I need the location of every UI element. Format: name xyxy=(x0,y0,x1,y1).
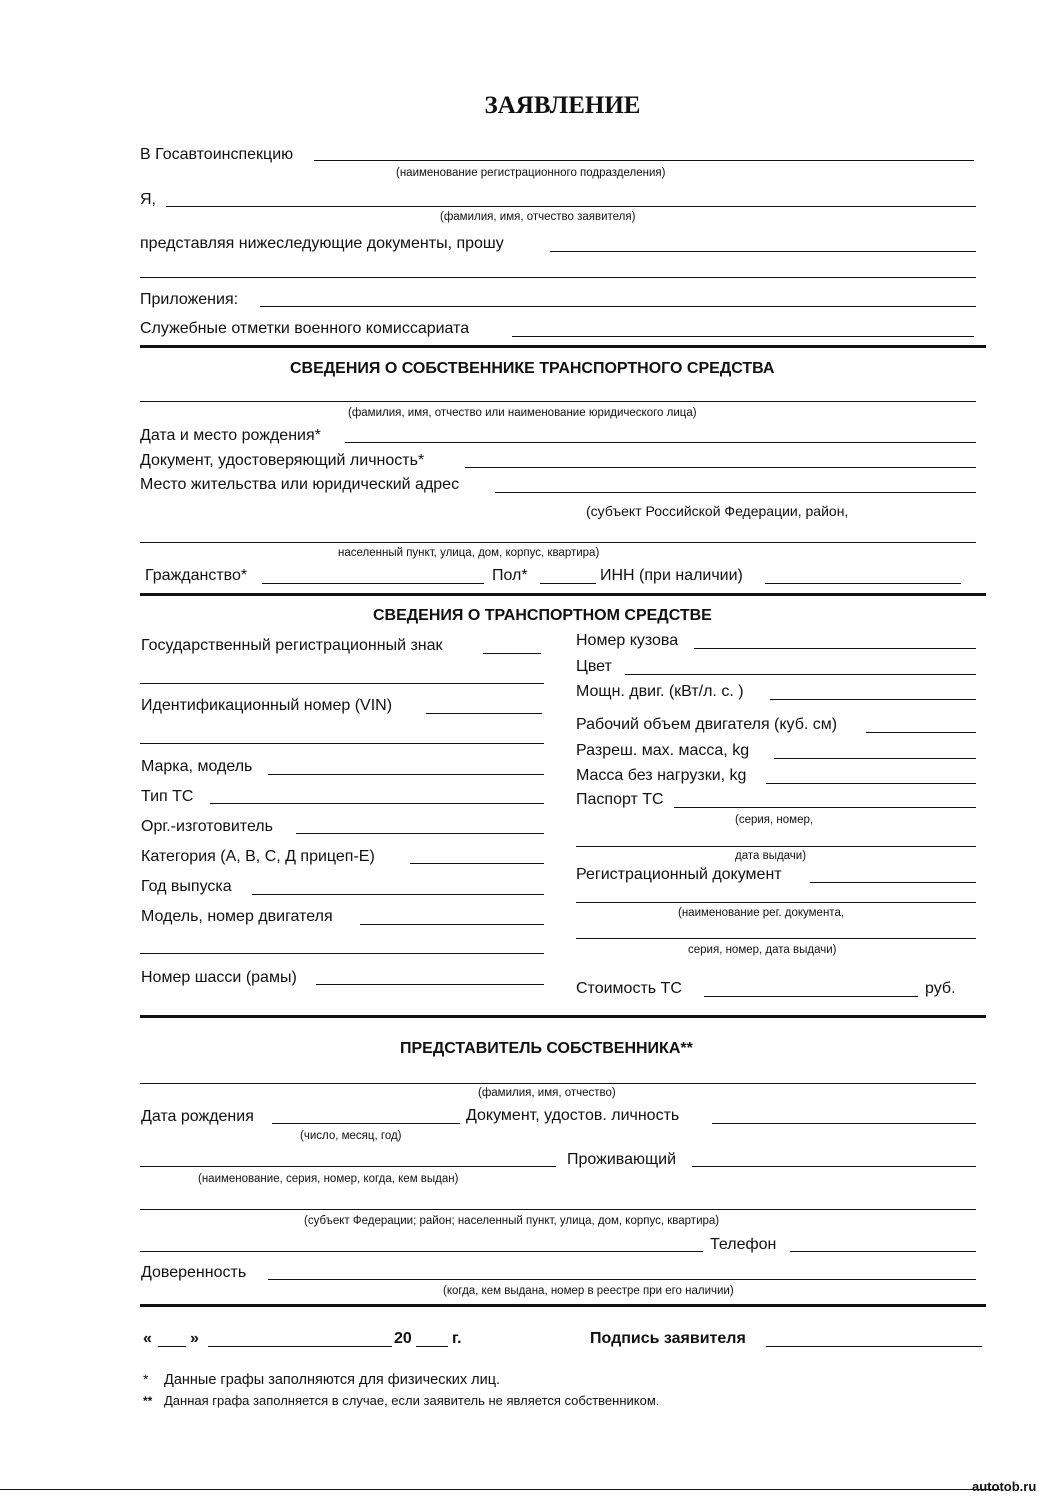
phone-field[interactable] xyxy=(790,1251,976,1252)
day-field[interactable] xyxy=(158,1346,186,1347)
vin-field-2[interactable] xyxy=(140,743,544,744)
i-hint: (фамилия, имя, отчество заявителя) xyxy=(440,211,636,223)
request-label: представляя нижеследующие документы, прошу xyxy=(140,235,504,252)
color-field[interactable] xyxy=(625,674,976,675)
applicant-name-field[interactable] xyxy=(166,206,976,207)
i-label: Я, xyxy=(140,191,156,208)
body-field[interactable] xyxy=(694,648,976,649)
year-field[interactable] xyxy=(416,1346,448,1347)
sex-field[interactable] xyxy=(540,583,596,584)
owner-address-label: Место жительства или юридический адрес xyxy=(140,476,460,493)
vin-label: Идентификационный номер (VIN) xyxy=(141,697,393,714)
inn-label: ИНН (при наличии) xyxy=(600,567,743,584)
rep-id-field[interactable] xyxy=(712,1123,976,1124)
proxy-hint: (когда, кем выдана, номер в реестре при его наличии) xyxy=(443,1285,734,1297)
volume-field[interactable] xyxy=(866,732,976,733)
rep-name-hint: (фамилия, имя, отчество) xyxy=(478,1087,616,1099)
chassis-label: Номер шасси (рамы) xyxy=(141,969,297,986)
unladen-mass-field[interactable] xyxy=(766,783,976,784)
request-field[interactable] xyxy=(550,251,976,252)
passport-hint-1: (серия, номер, xyxy=(735,814,814,826)
reg-sign-label: Государственный регистрационный знак xyxy=(141,637,443,654)
reg-doc-field-2[interactable] xyxy=(576,902,976,903)
passport-field-2[interactable] xyxy=(576,846,976,847)
make-field[interactable] xyxy=(268,774,544,775)
type-label: Тип ТС xyxy=(141,788,194,805)
engine-field[interactable] xyxy=(360,924,544,925)
attachments-field[interactable] xyxy=(260,306,976,307)
owner-id-label: Документ, удостоверяющий личность* xyxy=(140,452,425,469)
engine-field-2[interactable] xyxy=(140,953,544,954)
phone-label: Телефон xyxy=(710,1236,777,1253)
rep-birth-label: Дата рождения xyxy=(141,1108,254,1125)
to-label: В Госавтоинспекцию xyxy=(140,146,294,163)
date-open-quote: « xyxy=(143,1330,152,1347)
footnote-2: Данная графа заполняется в случае, если заявитель не является собственником. xyxy=(164,1393,660,1408)
military-field[interactable] xyxy=(512,336,974,337)
type-field[interactable] xyxy=(210,803,544,804)
signature-field[interactable] xyxy=(766,1346,982,1347)
proxy-label: Доверенность xyxy=(141,1264,247,1281)
owner-birth-field[interactable] xyxy=(345,442,976,443)
owner-birth-label: Дата и место рождения* xyxy=(140,427,321,444)
owner-id-field[interactable] xyxy=(465,467,976,468)
reg-doc-hint-2: серия, номер, дата выдачи) xyxy=(688,944,837,956)
reg-doc-label: Регистрационный документ xyxy=(576,866,782,883)
representative-heading: ПРЕДСТАВИТЕЛЬ СОБСТВЕННИКА** xyxy=(400,1040,693,1057)
reg-sign-field-2[interactable] xyxy=(140,683,544,684)
cost-label: Стоимость ТС xyxy=(576,980,682,997)
rep-birth-field[interactable] xyxy=(272,1123,460,1124)
manufacturer-field[interactable] xyxy=(296,833,544,834)
section-divider xyxy=(140,1304,986,1307)
engine-label: Модель, номер двигателя xyxy=(141,908,333,925)
residing-label: Проживающий xyxy=(567,1151,677,1168)
passport-field[interactable] xyxy=(674,807,976,808)
form-title: ЗАЯВЛЕНИЕ xyxy=(484,92,641,119)
owner-address-hint-1: (субъект Российской Федерации, район, xyxy=(586,503,849,519)
reg-doc-field-3[interactable] xyxy=(576,938,976,939)
section-divider xyxy=(140,1015,986,1018)
year-prefix: 20 xyxy=(394,1330,412,1347)
year-field[interactable] xyxy=(252,894,544,895)
category-field[interactable] xyxy=(410,863,544,864)
volume-label: Рабочий объем двигателя (куб. см) xyxy=(576,716,838,733)
bottom-edge-line xyxy=(0,1489,1000,1490)
request-field-2[interactable] xyxy=(140,277,976,278)
power-field[interactable] xyxy=(770,699,976,700)
max-mass-label: Разреш. мах. масса, kg xyxy=(576,742,750,759)
month-field[interactable] xyxy=(208,1346,392,1347)
make-label: Марка, модель xyxy=(141,758,253,775)
reg-sign-field[interactable] xyxy=(483,653,541,654)
manufacturer-label: Орг.-изготовитель xyxy=(141,818,273,835)
owner-address-field-2[interactable] xyxy=(140,542,976,543)
attachments-label: Приложения: xyxy=(140,291,239,308)
rep-id-hint: (наименование, серия, номер, когда, кем выдан) xyxy=(198,1173,459,1185)
cost-field[interactable] xyxy=(704,996,918,997)
color-label: Цвет xyxy=(576,658,612,675)
passport-hint-2: дата выдачи) xyxy=(735,850,807,862)
sex-label: Пол* xyxy=(492,567,528,584)
section-divider xyxy=(140,345,986,348)
rep-address-field-2[interactable] xyxy=(140,1251,703,1252)
owner-name-field[interactable] xyxy=(140,401,976,402)
owner-heading: СВЕДЕНИЯ О СОБСТВЕННИКЕ ТРАНСПОРТНОГО СРЕДСТВА xyxy=(290,360,775,377)
footnote-1: Данные графы заполняются для физических лиц. xyxy=(164,1372,501,1388)
vin-field[interactable] xyxy=(426,713,542,714)
military-label: Служебные отметки военного комиссариата xyxy=(140,320,470,337)
rep-id-field-2[interactable] xyxy=(140,1166,556,1167)
residing-field[interactable] xyxy=(692,1166,976,1167)
chassis-field[interactable] xyxy=(316,984,544,985)
to-field[interactable] xyxy=(314,160,974,161)
cost-unit: руб. xyxy=(925,980,956,997)
unladen-mass-label: Масса без нагрузки, kg xyxy=(576,767,747,784)
passport-label: Паспорт ТС xyxy=(576,791,664,808)
owner-name-hint: (фамилия, имя, отчество или наименование юридического лица) xyxy=(348,407,697,419)
category-label: Категория (А, В, С, Д прицеп-Е) xyxy=(141,848,375,865)
year-label: Год выпуска xyxy=(141,878,232,895)
footnote-1-mark: * xyxy=(143,1371,149,1387)
vehicle-heading: СВЕДЕНИЯ О ТРАНСПОРТНОМ СРЕДСТВЕ xyxy=(373,607,712,624)
rep-address-field[interactable] xyxy=(140,1209,976,1210)
date-close-quote: » xyxy=(190,1330,199,1347)
footnote-2-mark: ** xyxy=(143,1394,153,1408)
inn-field[interactable] xyxy=(765,583,961,584)
owner-address-hint-2: населенный пункт, улица, дом, корпус, квартира) xyxy=(338,547,600,559)
reg-doc-field[interactable] xyxy=(810,882,976,883)
signature-label: Подпись заявителя xyxy=(590,1330,746,1347)
rep-address-hint: (субъект Федерации; район; населенный пункт, улица, дом, корпус, квартира) xyxy=(304,1215,720,1227)
year-suffix: г. xyxy=(452,1330,462,1347)
rep-id-label: Документ, удостов. личность xyxy=(466,1107,680,1124)
rep-birth-hint: (число, месяц, год) xyxy=(300,1130,402,1142)
max-mass-field[interactable] xyxy=(774,758,976,759)
citizenship-label: Гражданство* xyxy=(145,567,248,584)
power-label: Мощн. двиг. (кВт/л. с. ) xyxy=(576,683,744,700)
watermark: autotob.ru xyxy=(972,1479,1037,1494)
body-label: Номер кузова xyxy=(576,632,679,649)
to-hint: (наименование регистрационного подразделения) xyxy=(396,167,666,179)
rep-name-field[interactable] xyxy=(140,1083,976,1084)
citizenship-field[interactable] xyxy=(262,583,484,584)
proxy-field[interactable] xyxy=(268,1279,976,1280)
reg-doc-hint-1: (наименование рег. документа, xyxy=(678,907,845,919)
section-divider xyxy=(140,593,986,596)
owner-address-field[interactable] xyxy=(495,492,976,493)
